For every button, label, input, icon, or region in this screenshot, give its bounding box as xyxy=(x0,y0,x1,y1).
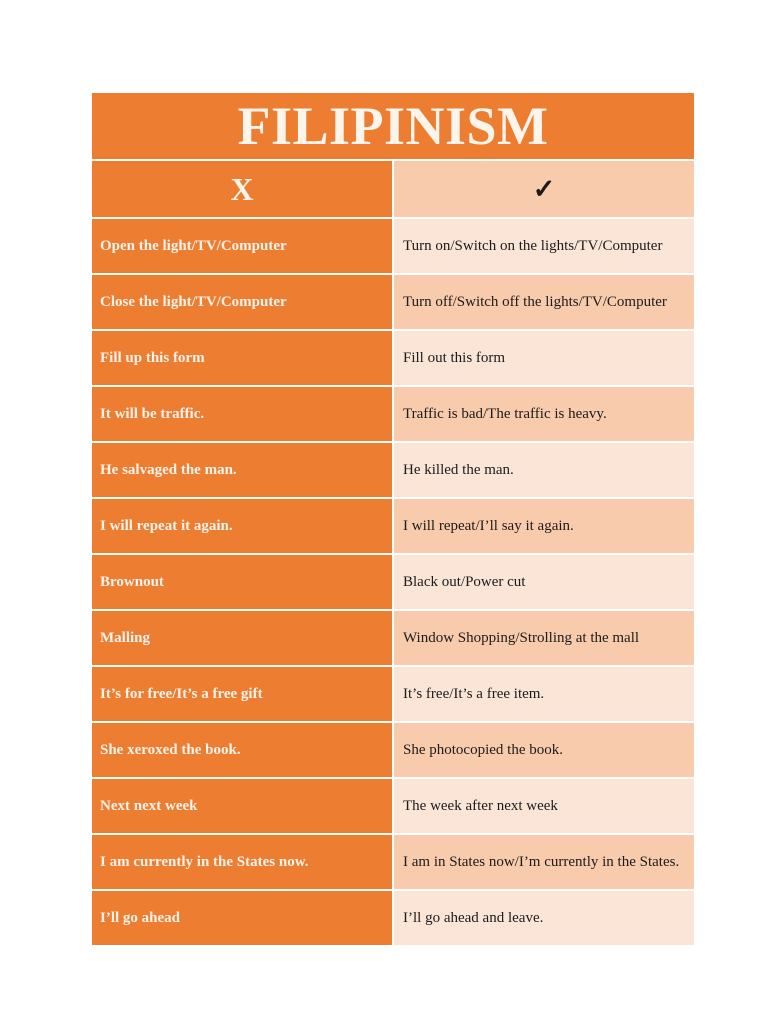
table-row xyxy=(92,667,694,721)
table-row xyxy=(92,499,694,553)
correct-phrase-cell: Black out/Power cut xyxy=(394,555,694,609)
table-body xyxy=(92,219,694,945)
correct-phrase-cell: She photocopied the book. xyxy=(394,723,694,777)
table-row xyxy=(92,331,694,385)
wrong-phrase-cell: I’ll go ahead xyxy=(92,891,392,945)
wrong-phrase-cell: Fill up this form xyxy=(92,331,392,385)
table-row xyxy=(92,835,694,889)
correct-phrase-cell: Fill out this form xyxy=(394,331,694,385)
wrong-phrase-cell: It will be traffic. xyxy=(92,387,392,441)
wrong-phrase-cell: It’s for free/It’s a free gift xyxy=(92,667,392,721)
correct-phrase-cell: I will repeat/I’ll say it again. xyxy=(394,499,694,553)
title-row xyxy=(92,93,694,159)
table-row xyxy=(92,275,694,329)
correct-phrase-cell: I’ll go ahead and leave. xyxy=(394,891,694,945)
wrong-phrase-cell: Brownout xyxy=(92,555,392,609)
table-row xyxy=(92,555,694,609)
correct-phrase-cell: It’s free/It’s a free item. xyxy=(394,667,694,721)
wrong-phrase-cell: Malling xyxy=(92,611,392,665)
correct-phrase-cell: Turn on/Switch on the lights/TV/Computer xyxy=(394,219,694,273)
wrong-phrase-cell: Close the light/TV/Computer xyxy=(92,275,392,329)
correct-phrase-cell: He killed the man. xyxy=(394,443,694,497)
page-title: FILIPINISM xyxy=(92,93,694,159)
wrong-phrase-cell: Open the light/TV/Computer xyxy=(92,219,392,273)
table-row xyxy=(92,387,694,441)
table-row xyxy=(92,611,694,665)
correct-phrase-cell: The week after next week xyxy=(394,779,694,833)
table-row xyxy=(92,219,694,273)
wrong-phrase-cell: I will repeat it again. xyxy=(92,499,392,553)
wrong-phrase-cell: Next next week xyxy=(92,779,392,833)
wrong-phrase-cell: She xeroxed the book. xyxy=(92,723,392,777)
table-row xyxy=(92,779,694,833)
correct-phrase-cell: Turn off/Switch off the lights/TV/Computer xyxy=(394,275,694,329)
table-row xyxy=(92,723,694,777)
correct-phrase-cell: I am in States now/I’m currently in the States. xyxy=(394,835,694,889)
wrong-phrase-cell: He salvaged the man. xyxy=(92,443,392,497)
column-header-wrong: X xyxy=(92,161,392,217)
table-row xyxy=(92,443,694,497)
column-header-correct checkmark-icon: ✓ xyxy=(394,161,694,217)
column-header-row xyxy=(92,161,694,217)
correct-phrase-cell: Traffic is bad/The traffic is heavy. xyxy=(394,387,694,441)
table-row xyxy=(92,891,694,945)
correct-phrase-cell: Window Shopping/Strolling at the mall xyxy=(394,611,694,665)
filipinism-table xyxy=(90,91,696,947)
wrong-phrase-cell: I am currently in the States now. xyxy=(92,835,392,889)
